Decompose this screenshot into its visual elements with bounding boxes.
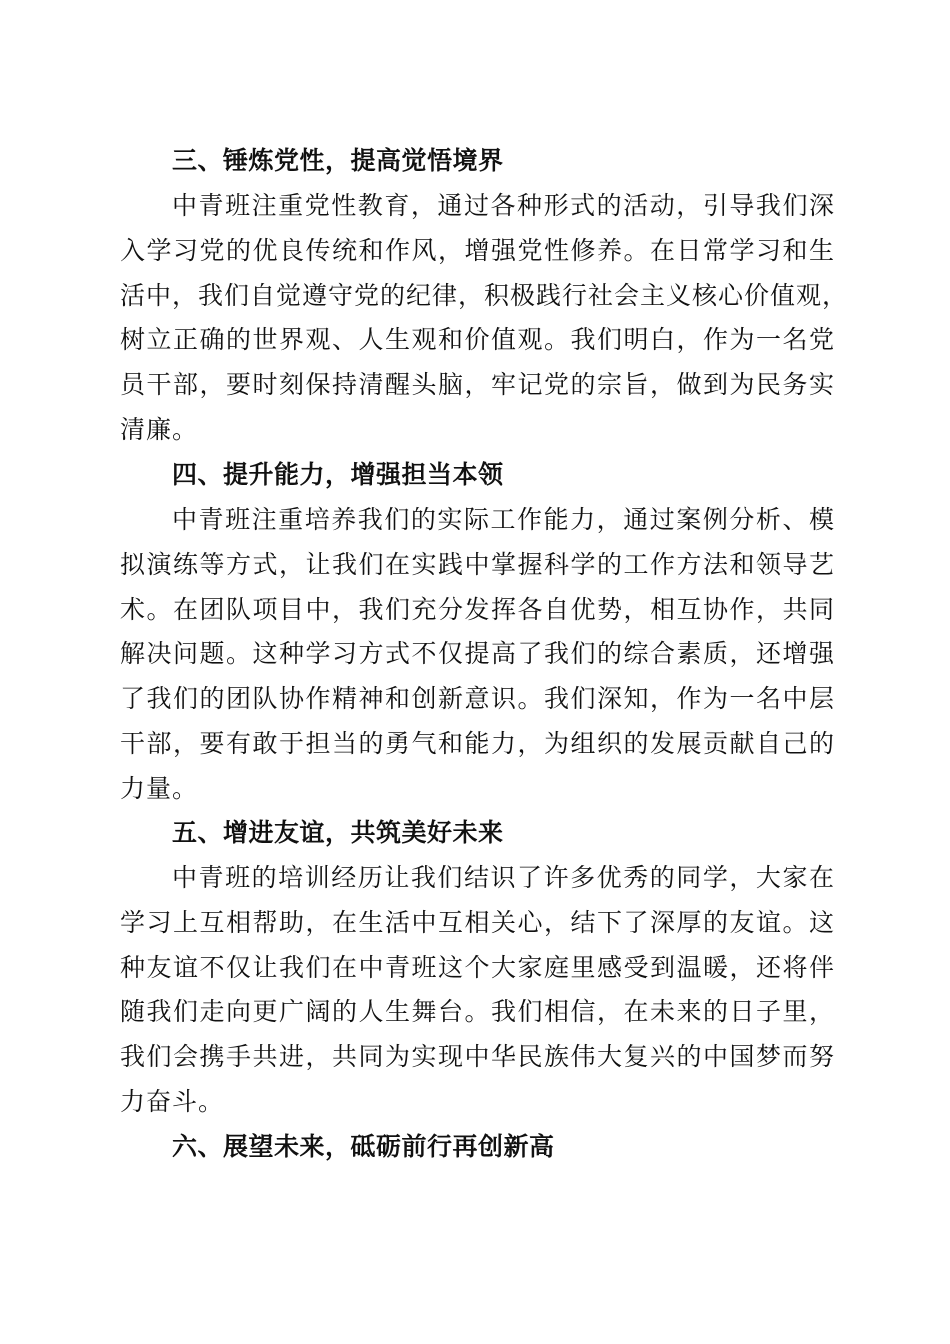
- paragraph-line: 活中，我们自觉遵守党的纪律，积极践行社会主义核心价值观，: [120, 280, 849, 310]
- paragraph-line: 学习上互相帮助，在生活中互相关心，结下了深厚的友谊。这: [120, 907, 835, 937]
- paragraph-line: 随我们走向更广阔的人生舞台。我们相信，在未来的日子里，: [120, 997, 835, 1027]
- paragraph-line: 入学习党的优良传统和作风，增强党性修养。在日常学习和生: [120, 235, 835, 265]
- paragraph-line: 清廉。: [120, 414, 199, 444]
- paragraph-line: 了我们的团队协作精神和创新意识。我们深知，作为一名中层: [120, 684, 835, 714]
- paragraph-line: 种友谊不仅让我们在中青班这个大家庭里感受到温暖，还将伴: [120, 952, 835, 982]
- section-paragraph: [120, 498, 835, 812]
- section-heading: 五、增进友谊，共筑美好未来: [172, 818, 504, 847]
- paragraph-line: 中青班注重培养我们的实际工作能力，通过案例分析、模: [172, 505, 835, 534]
- paragraph-line: 力奋斗。: [120, 1086, 225, 1116]
- paragraph-line: 员干部，要时刻保持清醒头脑，牢记党的宗旨，做到为民务实: [120, 370, 835, 400]
- paragraph-line: 解决问题。这种学习方式不仅提高了我们的综合素质，还增强: [120, 639, 835, 669]
- paragraph-line: 树立正确的世界观、人生观和价值观。我们明白，作为一名党: [120, 325, 835, 355]
- paragraph-line: 力量。: [120, 773, 199, 803]
- section-paragraph: [120, 184, 849, 453]
- section-heading: 四、提升能力，增强担当本领: [172, 460, 504, 489]
- paragraph-line: 我们会携手共进，共同为实现中华民族伟大复兴的中国梦而努: [120, 1042, 835, 1072]
- section-heading: 六、展望未来，砥砺前行再创新高: [172, 1132, 555, 1161]
- section-heading: 三、锤炼党性，提高觉悟境界: [172, 146, 504, 175]
- paragraph-line: 拟演练等方式，让我们在实践中掌握科学的工作方法和领导艺: [120, 549, 835, 579]
- paragraph-line: 中青班注重党性教育，通过各种形式的活动，引导我们深: [172, 191, 835, 220]
- paragraph-line: 中青班的培训经历让我们结识了许多优秀的同学，大家在: [172, 863, 835, 892]
- paragraph-line: 术。在团队项目中，我们充分发挥各自优势，相互协作，共同: [120, 594, 835, 624]
- section-paragraph: [120, 856, 835, 1125]
- paragraph-line: 干部，要有敢于担当的勇气和能力，为组织的发展贡献自己的: [120, 728, 835, 758]
